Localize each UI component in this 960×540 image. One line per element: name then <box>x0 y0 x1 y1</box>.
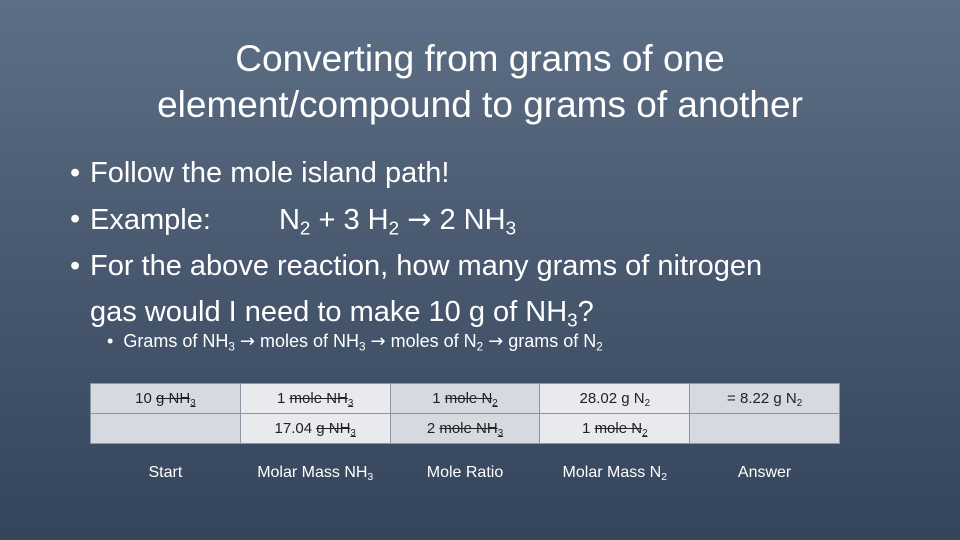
cell-mole-ratio-numerator: 1 mole $N_2$ <box>390 384 540 414</box>
arrow-icon: → <box>407 202 432 236</box>
bullet-follow-path: • Follow the mole island path! <box>70 150 930 196</box>
title-line-1: Converting from grams of one <box>235 38 725 79</box>
bullet-list <box>70 150 930 335</box>
label-molar-mass-n2: Molar Mass $N_2$ <box>562 464 668 484</box>
table-row-labels <box>91 444 840 489</box>
cell-start-numerator: 10 g $NH_3$ <box>91 384 241 414</box>
example-equation: $N_2 + 3$ $H_2 \to 2$ $NH_3$ <box>278 202 517 239</box>
label-answer: Answer <box>737 464 792 481</box>
label-molar-mass-nh3: Molar Mass $NH_3$ <box>257 464 374 484</box>
question-line-2: gas would I need to make 10 g of $NH_3$? <box>90 296 594 331</box>
conversion-path: • Grams of $NH_3$ → moles of $NH_3$ → moles of $N_2$ → grams of $N_2$ <box>107 331 603 354</box>
table-row-numerators <box>91 384 840 414</box>
arrow-icon: → <box>370 331 386 352</box>
cell-molar-mass-nh3-denominator: 17.04 g $NH_3$ <box>240 414 390 444</box>
sub-bullet-dot: • <box>107 331 114 351</box>
cell-mole-ratio-denominator: 2 mole $NH_3$ <box>390 414 540 444</box>
cell-start-denominator <box>91 414 241 444</box>
bullet-dot: • <box>70 157 81 189</box>
table-row-denominators <box>91 414 840 444</box>
title-line-2: element/compound to grams of another <box>157 84 803 125</box>
arrow-icon: → <box>239 331 255 352</box>
bullet-dot: • <box>70 250 81 282</box>
example-label: Example: <box>90 204 211 236</box>
bullet-question: • For the above reaction, how many grams of nitrogen gas would I need to make 10 g of $NH_3$? <box>70 243 930 335</box>
cell-molar-mass-n2-denominator: 1 mole $N_2$ <box>540 414 690 444</box>
dimensional-analysis-table <box>90 383 840 488</box>
slide-title <box>0 36 960 128</box>
bullet-dot: • <box>70 203 81 235</box>
cell-answer: = 8.22 g $N_2$ <box>690 384 840 414</box>
label-start: Start <box>148 464 183 481</box>
cell-answer-denominator <box>690 414 840 444</box>
cell-molar-mass-nh3-numerator: 1 mole $NH_3$ <box>240 384 390 414</box>
cell-molar-mass-n2-numerator: 28.02 g $N_2$ <box>540 384 690 414</box>
arrow-icon: → <box>488 331 504 352</box>
label-mole-ratio: Mole Ratio <box>426 464 504 481</box>
bullet-example <box>70 196 930 243</box>
